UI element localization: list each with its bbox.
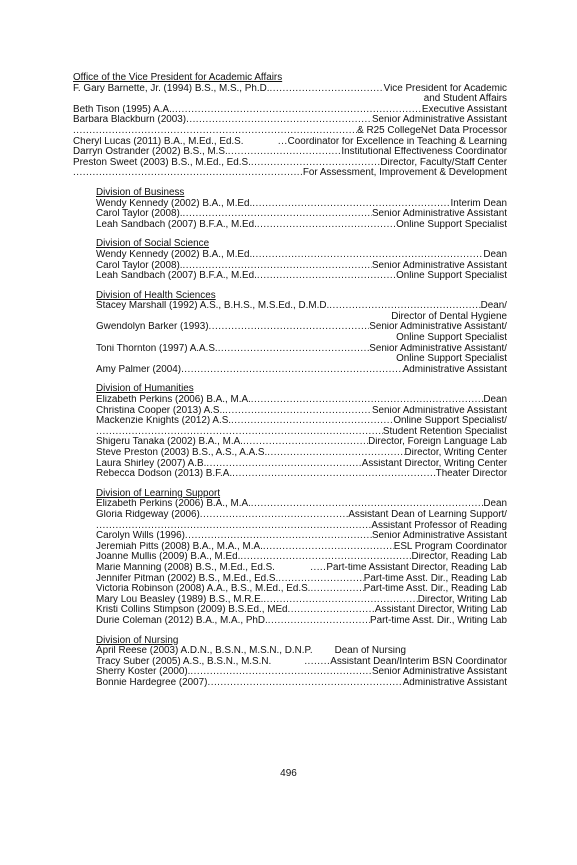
staff-entry — [96, 365, 507, 376]
dot-leader — [183, 209, 372, 220]
staff-title: & R25 CollegeNet Data Processor — [357, 125, 507, 136]
staff-title: Senior Administrative Assistant — [371, 260, 507, 271]
dot-leader — [252, 199, 450, 210]
dot-leader — [263, 542, 394, 553]
staff-title: Online Support Specialist/ — [393, 416, 507, 427]
staff-title: Director, Foreign Language Lab — [368, 437, 507, 448]
staff-entry — [96, 667, 507, 678]
dot-leader — [278, 574, 364, 585]
section-heading: Division of Humanities — [96, 383, 194, 395]
section — [96, 188, 507, 230]
dot-leader — [240, 552, 411, 563]
staff-title: Administrative Assistant — [402, 677, 507, 688]
staff-title: Senior Administrative Assistant/ — [369, 343, 507, 354]
dot-leader: ... — [277, 136, 288, 147]
dot-leader — [186, 115, 372, 126]
staff-title-continued: Online Support Specialist — [396, 332, 507, 344]
dot-leader — [267, 448, 404, 459]
staff-title: Senior Administrative Assistant — [371, 405, 507, 416]
staff-name: Amy Palmer (2004) — [96, 364, 182, 375]
staff-title: Part-time Asst. Dir., Writing Lab — [369, 615, 507, 626]
staff-name: Wendy Kennedy (2002) B.A., M.Ed. — [96, 198, 253, 209]
staff-title: For Assessment, Improvement & Development — [302, 168, 507, 179]
staff-name: Darryn Ostrander (2002) B.S., M.S. — [73, 147, 228, 158]
dot-leader — [225, 406, 372, 417]
staff-entry — [73, 168, 507, 179]
staff-name: Laura Shirley (2007) A.B. — [96, 458, 207, 469]
dot-leader — [207, 678, 402, 689]
staff-name: Elizabeth Perkins (2006) B.A., M.A. — [96, 499, 251, 510]
section — [96, 384, 507, 479]
staff-title: Senior Administrative Assistant — [371, 667, 507, 678]
dot-leader — [268, 616, 370, 627]
staff-name: Carolyn Wills (1996) — [96, 531, 185, 542]
section-heading: Office of the Vice President for Academic Affairs — [73, 72, 283, 83]
staff-name: Toni Thornton (1997) A.A.S. — [96, 343, 218, 354]
staff-name: Carol Taylor (2008). — [96, 260, 183, 271]
dot-leader — [73, 126, 357, 137]
staff-entry — [96, 199, 507, 210]
staff-name: Jennifer Pitman (2002) B.S., M.Ed., Ed.S. — [96, 573, 279, 584]
staff-entry — [73, 115, 507, 126]
staff-name: Tracy Suber (2005) A.S., B.S.N., M.S.N. — [96, 656, 272, 667]
staff-entry — [96, 459, 507, 470]
staff-name: Jeremiah Pitts (2008) B.A., M.A., M.A. — [96, 541, 263, 552]
dot-leader — [181, 365, 403, 376]
staff-entry — [96, 595, 507, 606]
staff-name: Carol Taylor (2008). — [96, 209, 183, 220]
directory-sections — [73, 73, 507, 688]
dot-leader — [257, 220, 396, 231]
dot-leader — [252, 250, 483, 261]
staff-name: Christina Cooper (2013) A.S.. — [96, 405, 225, 416]
staff-title: Director, Reading Lab — [411, 552, 507, 563]
staff-title: Senior Administrative Assistant — [371, 115, 507, 126]
dot-leader — [209, 322, 370, 333]
staff-name: Cheryl Lucas (2011) B.A., M.Ed., Ed.S. — [73, 136, 244, 147]
section-heading: Division of Health Sciences — [96, 289, 216, 301]
dot-leader: ........ — [304, 656, 331, 667]
staff-entry — [96, 574, 507, 585]
staff-name: Durie Coleman (2012) B.A., M.A., PhD. — [96, 615, 268, 626]
staff-name: Steve Preston (2003) B.S., A.S., A.A.S. — [96, 448, 268, 458]
dot-leader — [200, 510, 349, 521]
staff-entry — [96, 552, 507, 563]
staff-title: Part-time Asst. Dir., Reading Lab — [363, 584, 507, 595]
section-heading: Division of Learning Support — [96, 487, 221, 499]
dot-leader — [73, 168, 303, 179]
staff-title: Vice President for Academic — [383, 83, 507, 94]
staff-title: Coordinator for Excellence in Teaching & Learning — [287, 136, 507, 147]
staff-title: Assistant Director, Writing Center — [361, 458, 507, 469]
staff-name: Elizabeth Perkins (2006) B.A., M.A. — [96, 395, 251, 406]
section — [73, 73, 507, 179]
dot-leader — [218, 344, 370, 355]
dot-leader — [228, 147, 342, 158]
staff-title: Assistant Professor of Reading — [371, 520, 507, 531]
staff-title: ESL Program Coordinator — [393, 541, 507, 552]
staff-name: Mary Lou Beasley (1989) B.S., M.R.E. — [96, 594, 264, 605]
section-heading: Division of Social Science — [96, 238, 210, 250]
staff-name: Stacey Marshall (1992) A.S., B.H.S., M.S.Ed., D.M.D. — [96, 301, 330, 312]
staff-title: Executive Assistant — [421, 104, 507, 115]
staff-title: Part-time Asst. Dir., Reading Lab — [363, 573, 507, 584]
dot-leader — [206, 459, 361, 470]
staff-entry — [96, 510, 507, 521]
staff-name: Barbara Blackburn (2003) — [73, 115, 187, 126]
staff-title: Online Support Specialist — [396, 219, 507, 230]
staff-title: Dean/ — [480, 301, 507, 312]
staff-entry — [96, 271, 507, 282]
staff-name: April Reese (2003) A.D.N., B.S.N., M.S.N., D.N.P. — [96, 646, 313, 657]
staff-title: Institutional Effectiveness Coordinator — [341, 147, 507, 158]
staff-title-continued: and Student Affairs — [423, 93, 507, 105]
staff-name: Victoria Robinson (2008) A.A., B.S., M.Ed., Ed.S. — [96, 584, 311, 595]
dot-leader — [243, 437, 368, 448]
staff-name: Beth Tison (1995) A.A. — [73, 104, 172, 115]
staff-name: Mackenzie Knights (2012) A.S. — [96, 416, 232, 427]
staff-entry — [96, 531, 507, 542]
staff-name: Marie Manning (2008) B.S., M.Ed., Ed.S. — [96, 562, 275, 573]
staff-title: Dean of Nursing — [334, 646, 406, 657]
staff-entry — [73, 147, 507, 158]
staff-entry — [73, 158, 507, 169]
staff-entry — [96, 521, 507, 532]
dot-leader: ..... — [310, 562, 327, 573]
staff-entry — [96, 209, 507, 220]
staff-entry — [96, 220, 507, 231]
staff-title: Senior Administrative Assistant — [371, 209, 507, 220]
staff-title: Dean — [483, 499, 507, 510]
staff-entry — [96, 448, 507, 459]
directory-page — [73, 73, 507, 697]
staff-title: Part-time Assistant Director, Reading Lab — [326, 562, 507, 573]
staff-title: Assistant Dean/Interim BSN Coordinator — [330, 656, 507, 667]
staff-name: Rebecca Dodson (2013) B.F.A. — [96, 469, 233, 480]
staff-title: Administrative Assistant — [402, 364, 507, 375]
staff-entry — [96, 395, 507, 406]
staff-name: Sherry Koster (2000). — [96, 667, 191, 678]
section-heading: Division of Nursing — [96, 634, 179, 646]
staff-title: Senior Administrative Assistant — [371, 531, 507, 542]
dot-leader — [183, 261, 372, 272]
page-number: 496 — [280, 768, 297, 779]
staff-title: Director, Writing Center — [404, 448, 507, 458]
staff-entry — [96, 416, 507, 427]
staff-entry — [73, 137, 507, 148]
dot-leader — [263, 595, 417, 606]
staff-title: Senior Administrative Assistant/ — [369, 322, 507, 333]
staff-name: Preston Sweet (2003) B.S., M.Ed., Ed.S. — [73, 157, 251, 168]
staff-entry — [96, 678, 507, 689]
dot-leader — [190, 667, 372, 678]
dot-leader — [310, 584, 363, 595]
dot-leader — [288, 605, 375, 616]
dot-leader — [96, 521, 371, 532]
staff-title: Online Support Specialist — [396, 271, 507, 282]
dot-leader — [185, 531, 372, 542]
staff-entry — [96, 406, 507, 417]
staff-name: Kristi Collins Stimpson (2009) B.S.Ed., MEd — [96, 605, 288, 616]
staff-title: Theater Director — [435, 469, 507, 480]
dot-leader — [251, 395, 484, 406]
staff-title: Assistant Dean of Learning Support/ — [348, 509, 507, 520]
dot-leader — [251, 158, 381, 169]
staff-entry — [73, 105, 507, 116]
staff-title: Student Retention Specialist — [382, 426, 507, 437]
staff-name: Joanne Mullis (2009) B.A., M.Ed. — [96, 552, 241, 563]
staff-entry — [96, 563, 507, 574]
staff-name: F. Gary Barnette, Jr. (1994) B.S., M.S., Ph.D. — [73, 83, 270, 94]
staff-entry — [96, 542, 507, 553]
staff-entry — [96, 616, 507, 627]
staff-title: Dean — [483, 249, 507, 260]
section — [96, 489, 507, 627]
dot-leader — [231, 416, 393, 427]
staff-entry — [96, 584, 507, 595]
dot-leader — [96, 427, 383, 438]
staff-name: Wendy Kennedy (2002) B.A., M.Ed. — [96, 249, 253, 260]
staff-title-continued: Director of Dental Hygiene — [391, 310, 507, 322]
staff-entry — [96, 605, 507, 616]
dot-leader — [251, 499, 484, 510]
staff-name: Leah Sandbach (2007) B.F.A., M.Ed. — [96, 219, 257, 230]
staff-name: Bonnie Hardegree (2007) — [96, 677, 208, 688]
staff-title: Interim Dean — [450, 198, 507, 209]
dot-leader — [172, 105, 422, 116]
staff-entry — [96, 469, 507, 480]
staff-name: Gwendolyn Barker (1993) — [96, 322, 209, 333]
staff-entry — [96, 250, 507, 261]
staff-entry — [73, 126, 507, 137]
staff-entry — [96, 499, 507, 510]
section — [96, 636, 507, 689]
staff-title: Director, Faculty/Staff Center — [380, 157, 507, 168]
section — [96, 239, 507, 281]
staff-title: Dean — [483, 395, 507, 406]
staff-entry — [96, 261, 507, 272]
section — [96, 291, 507, 376]
staff-entry — [96, 427, 507, 438]
staff-title-continued: Online Support Specialist — [396, 353, 507, 365]
staff-entry — [96, 437, 507, 448]
dot-leader — [232, 469, 436, 480]
staff-title: Assistant Director, Writing Lab — [374, 605, 507, 616]
staff-name: Gloria Ridgeway (2006) — [96, 509, 200, 520]
staff-name: Shigeru Tanaka (2002) B.A., M.A. — [96, 437, 243, 448]
section-heading: Division of Business — [96, 186, 185, 198]
staff-title: Director, Writing Lab — [417, 594, 507, 605]
staff-entry — [96, 657, 507, 668]
dot-leader — [257, 271, 396, 282]
staff-name: Leah Sandbach (2007) B.F.A., M.Ed. — [96, 271, 257, 282]
dot-leader — [269, 84, 383, 95]
staff-entry — [96, 646, 507, 657]
